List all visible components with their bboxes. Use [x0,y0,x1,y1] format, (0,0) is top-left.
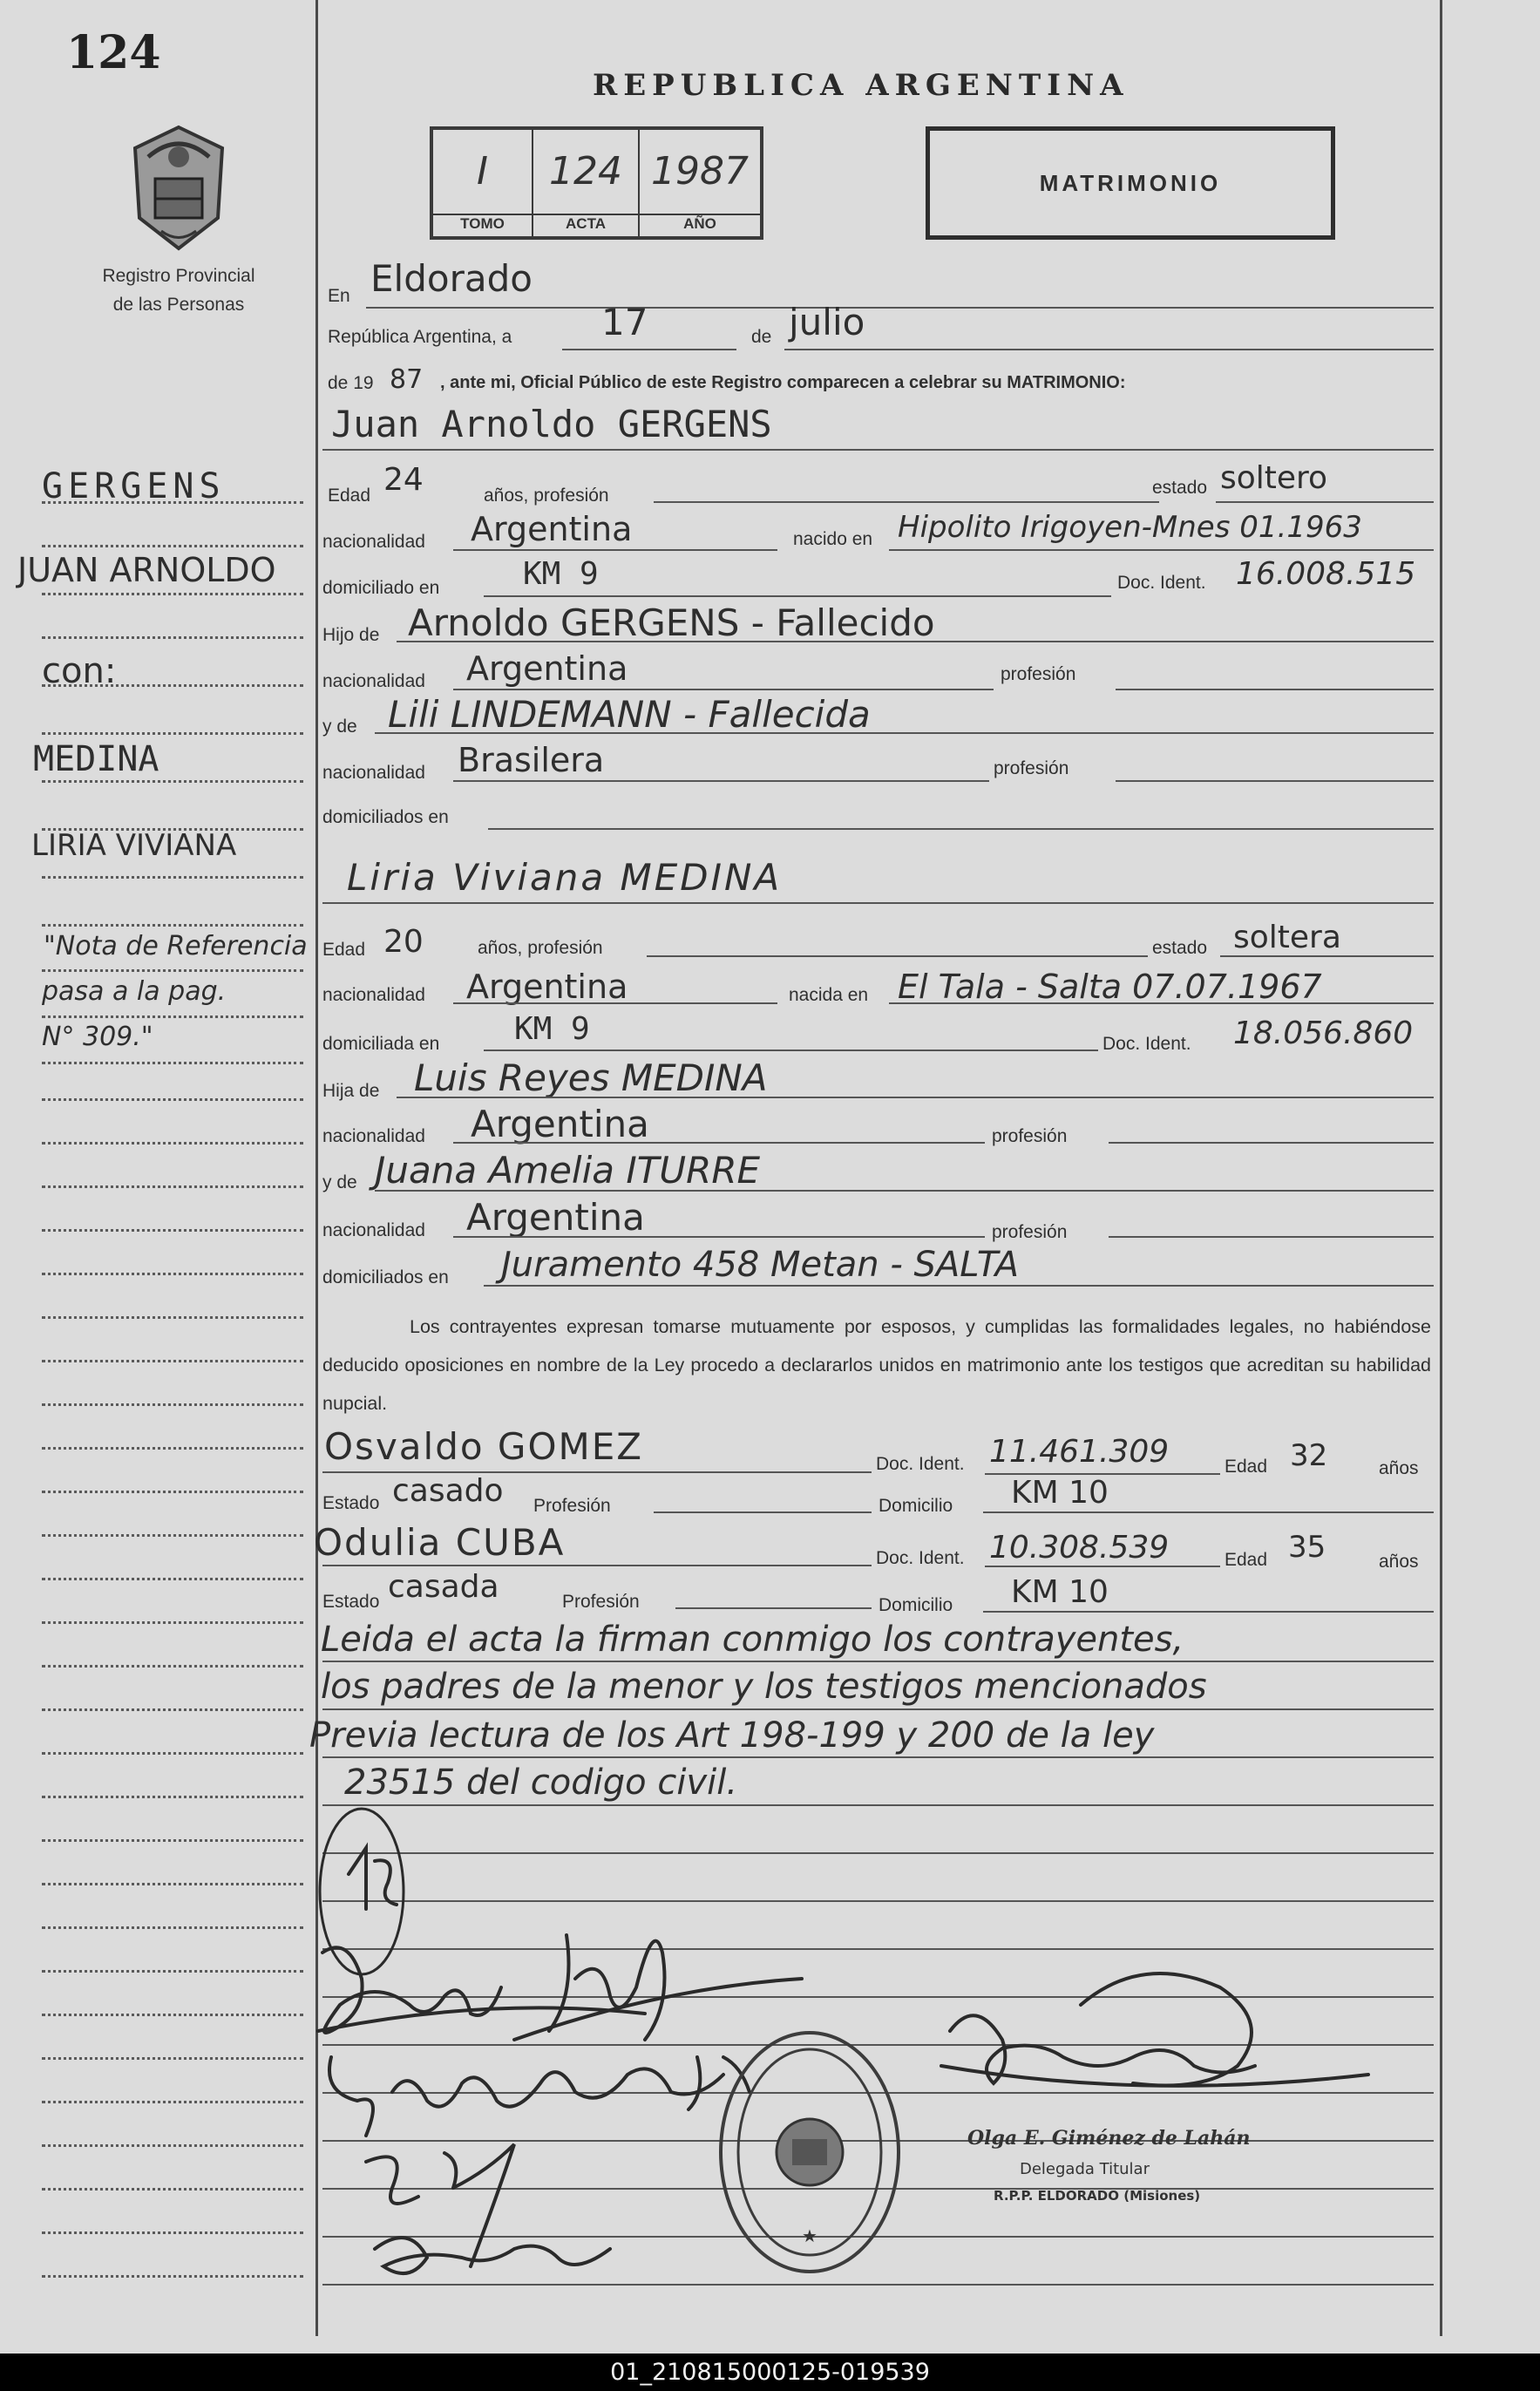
officer-name: Olga E. Giménez de Lahán [967,2127,1251,2150]
label-domiciliados-en-bride: domiciliados en [322,1267,449,1287]
field-bride-nationality: Argentina [466,968,628,1006]
field-witness1-domicilio: KM 10 [1011,1475,1109,1511]
label-y-de-bride: y de [322,1172,357,1192]
margin-note-reference-1: "Nota de Referencia [44,931,308,961]
field-groom-domicile: KM 9 [523,556,599,592]
label-profesion-bride-mother: profesión [992,1222,1068,1242]
field-witness1-doc: 11.461.309 [989,1434,1170,1470]
label-profesion-groom-father: profesión [1001,664,1076,684]
label-anos-profesion-groom: años, profesión [484,486,609,506]
label-nacionalidad-bride-father: nacionalidad [322,1126,425,1146]
ano-value: 1987 [651,149,749,194]
legal-declaration: Los contrayentes expresan tomarse mutuamente por esposos, y cumplidas las formalidades legales, no habiéndose deducido oposiciones en nombre de la Ley procedo a declararlos unidos en matrimonio ante los testigos que acreditan su habilidad nupcial. [322,1316,1431,1414]
label-profesion-w1: Profesión [533,1496,611,1516]
label-nacionalidad-groom-father: nacionalidad [322,671,425,691]
registry-name [52,262,305,319]
tomo-cell [433,130,533,236]
field-groom-birth: Hipolito Irigoyen-Mnes 01.1963 [898,510,1362,545]
label-profesion-bride-father: profesión [992,1126,1068,1146]
country-header: REPUBLICA ARGENTINA [593,68,1130,103]
tomo-value: I [477,149,488,194]
label-doc-ident-w2: Doc. Ident. [876,1548,965,1568]
label-edad-groom: Edad [328,486,371,506]
field-place: Eldorado [370,257,533,300]
field-groom-mother: Lili LINDEMANN - Fallecida [388,693,871,736]
field-bride-name: Liria Viviana MEDINA [347,856,783,899]
field-witness1-name: Osvaldo GOMEZ [324,1425,644,1468]
label-domiciliado-en: domiciliado en [322,578,440,598]
label-estado-groom: estado [1152,478,1208,498]
closing-line-3: Previa lectura de los Art 198-199 y 200 de la ley [309,1715,1155,1756]
margin-note-con: con: [42,651,117,691]
label-hijo-de: Hijo de [322,625,380,645]
ano-cell [640,130,760,236]
label-hija-de: Hija de [322,1081,380,1101]
label-nacionalidad-groom-mother: nacionalidad [322,763,425,783]
margin-note-reference-3: N° 309." [42,1022,153,1052]
closing-line-4: 23515 del codigo civil. [344,1763,738,1803]
field-groom-father-nat: Argentina [466,649,628,688]
label-anos-w2: años [1379,1552,1419,1572]
label-edad-bride: Edad [322,940,366,960]
field-year: 87 [390,364,424,395]
field-groom-mother-nat: Brasilera [458,741,605,779]
ano-label: AÑO [640,214,760,233]
registry-line-1: Registro Provincial [102,266,255,286]
field-bride-age: 20 [383,924,424,960]
label-anos-profesion-bride: años, profesión [478,938,603,958]
label-de-19: de 19 [328,373,374,393]
field-bride-father: Luis Reyes MEDINA [414,1056,768,1099]
field-month: julio [789,301,865,343]
margin-note-name-groom: JUAN ARNOLDO [17,551,276,589]
label-anos-w1: años [1379,1458,1419,1478]
label-domicilio-w2: Domicilio [879,1595,953,1615]
field-bride-parents-domicile: Juramento 458 Metan - SALTA [501,1245,1019,1285]
acta-label: ACTA [533,214,638,233]
field-bride-birth: El Tala - Salta 07.07.1967 [898,968,1322,1006]
field-bride-domicile: KM 9 [514,1011,590,1047]
label-domicilio-w1: Domicilio [879,1496,953,1516]
field-bride-doc: 18.056.860 [1233,1015,1414,1051]
margin-note-reference-2: pasa a la pag. [42,976,227,1007]
margin-note-name-bride: LIRIA VIVIANA [31,828,237,863]
label-nacionalidad-bride: nacionalidad [322,985,425,1005]
label-nacido-en: nacido en [793,529,873,549]
field-witness2-domicilio: KM 10 [1011,1574,1109,1610]
label-profesion-groom-mother: profesión [994,758,1069,778]
tomo-acta-ano-box [430,126,763,240]
registry-emblem-icon [122,122,235,253]
acta-value: 124 [549,149,622,194]
page-number: 124 [66,26,161,79]
field-groom-father: Arnoldo GERGENS - Fallecido [408,601,935,644]
label-edad-w2: Edad [1225,1550,1268,1570]
officer-office: R.P.P. ELDORADO (Misiones) [994,2188,1201,2204]
field-bride-mother: Juana Amelia ITURRE [375,1149,761,1192]
seal-emblem-icon [723,2034,897,2270]
officer-title: Delegada Titular [1020,2160,1150,2178]
label-domiciliados-en-groom: domiciliados en [322,807,449,827]
label-domiciliada-en: domiciliada en [322,1034,440,1054]
label-estado-bride: estado [1152,938,1208,958]
label-doc-ident-bride: Doc. Ident. [1102,1034,1191,1054]
label-republica: República Argentina, a [328,327,512,347]
tomo-label: TOMO [433,214,532,233]
label-estado-w2: Estado [322,1592,380,1612]
registry-line-2: de las Personas [112,295,245,315]
field-witness2-name: Odulia CUBA [314,1521,566,1564]
field-witness1-estado: casado [392,1473,504,1509]
label-de-month: de [751,327,772,347]
label-y-de-groom: y de [322,717,357,737]
field-groom-age: 24 [383,462,424,498]
document-type-box: MATRIMONIO [926,126,1335,240]
margin-note-surname-groom: GERGENS [42,466,226,506]
label-nacionalidad-groom: nacionalidad [322,532,425,552]
field-witness1-age: 32 [1290,1438,1328,1473]
field-groom-name: Juan Arnoldo GERGENS [331,403,772,445]
field-witness2-estado: casada [388,1569,499,1605]
field-bride-father-nat: Argentina [471,1103,649,1145]
label-doc-ident-groom: Doc. Ident. [1117,573,1206,593]
right-border [1440,0,1442,2336]
field-bride-status: soltera [1233,920,1341,955]
label-nacionalidad-bride-mother: nacionalidad [322,1220,425,1240]
label-edad-w1: Edad [1225,1457,1268,1477]
closing-line-2: los padres de la menor y los testigos mencionados [321,1667,1207,1707]
official-seal [719,2031,900,2273]
label-estado-w1: Estado [322,1493,380,1513]
acta-cell [533,130,640,236]
field-witness2-doc: 10.308.539 [989,1530,1170,1566]
margin-note-surname-bride: MEDINA [33,739,159,779]
field-bride-mother-nat: Argentina [466,1196,645,1239]
label-nacida-en: nacida en [789,985,869,1005]
field-groom-nationality: Argentina [471,510,633,548]
label-ante-mi: , ante mi, Oficial Público de este Registro comparecen a celebrar su MATRIMONIO: [440,373,1126,392]
field-groom-doc: 16.008.515 [1236,556,1416,592]
field-witness2-age: 35 [1288,1530,1326,1565]
closing-line-1: Leida el acta la firman conmigo los contrayentes, [321,1620,1184,1660]
field-day: 17 [601,301,648,343]
file-caption: 01_210815000125-019539 [0,2354,1540,2391]
label-doc-ident-w1: Doc. Ident. [876,1454,965,1474]
svg-text:★: ★ [802,2225,817,2246]
label-en: En [328,286,350,306]
label-profesion-w2: Profesión [562,1592,640,1612]
field-groom-status: soltero [1220,460,1328,496]
